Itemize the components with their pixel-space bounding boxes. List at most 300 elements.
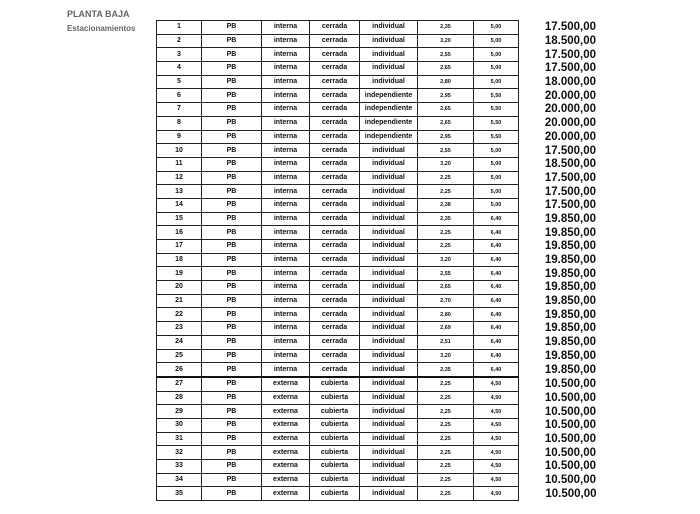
floor-cell: PB [202,487,262,501]
width-cell: 2,51 [418,335,474,349]
width-cell: 2,25 [418,391,474,405]
floor-cell: PB [202,432,262,446]
floor-cell: PB [202,322,262,336]
enclosure-cell: cubierta [310,432,360,446]
enclosure-cell: cerrada [310,48,360,62]
type-cell: individual [360,335,418,349]
section-title: PLANTA BAJA [67,9,130,19]
price-cell: 19.850,00 [544,308,596,321]
location-cell: interna [262,89,310,103]
unit-number-cell: 27 [157,377,202,391]
enclosure-cell: cerrada [310,185,360,199]
width-cell: 2,35 [418,21,474,35]
length-cell: 4,50 [474,418,519,432]
width-cell: 2,35 [418,363,474,377]
price-cell: 17.500,00 [544,144,596,157]
enclosure-cell: cerrada [310,363,360,377]
table-row [157,240,599,254]
unit-number-cell: 18 [157,253,202,267]
width-cell: 2,25 [418,377,474,391]
floor-cell: PB [202,171,262,185]
floor-cell: PB [202,198,262,212]
type-cell: independiente [360,130,418,144]
width-cell: 2,55 [418,267,474,281]
table-row [157,349,599,363]
location-cell: interna [262,48,310,62]
table-row [157,62,599,76]
unit-number-cell: 31 [157,432,202,446]
width-cell: 2,25 [418,487,474,501]
length-cell: 4,50 [474,405,519,419]
enclosure-cell: cerrada [310,349,360,363]
location-cell: interna [262,34,310,48]
table-row [157,75,599,89]
length-cell: 6,40 [474,212,519,226]
type-cell: individual [360,171,418,185]
type-cell: independiente [360,103,418,117]
width-cell: 2,65 [418,62,474,76]
floor-cell: PB [202,418,262,432]
location-cell: externa [262,391,310,405]
width-cell: 2,70 [418,294,474,308]
type-cell: individual [360,405,418,419]
width-cell: 2,25 [418,432,474,446]
type-cell: individual [360,473,418,487]
table-row [157,322,599,336]
enclosure-cell: cerrada [310,75,360,89]
table-row [157,335,599,349]
unit-number-cell: 16 [157,226,202,240]
floor-cell: PB [202,349,262,363]
type-cell: individual [360,48,418,62]
width-cell: 2,25 [418,446,474,460]
location-cell: interna [262,21,310,35]
type-cell: individual [360,432,418,446]
type-cell: individual [360,240,418,254]
length-cell: 5,50 [474,116,519,130]
floor-cell: PB [202,89,262,103]
length-cell: 6,40 [474,253,519,267]
floor-cell: PB [202,103,262,117]
enclosure-cell: cerrada [310,308,360,322]
price-cell: 10.500,00 [544,391,596,404]
table-row [157,281,599,295]
enclosure-cell: cerrada [310,171,360,185]
price-cell: 19.850,00 [544,254,596,267]
location-cell: interna [262,144,310,158]
floor-cell: PB [202,363,262,377]
price-cell: 18.500,00 [544,35,596,48]
floor-cell: PB [202,294,262,308]
length-cell: 5,00 [474,34,519,48]
width-cell: 2,25 [418,418,474,432]
length-cell: 5,00 [474,62,519,76]
table-row [157,473,599,487]
table-row [157,48,599,62]
length-cell: 4,50 [474,460,519,474]
floor-cell: PB [202,240,262,254]
type-cell: individual [360,487,418,501]
type-cell: individual [360,144,418,158]
price-cell: 19.850,00 [544,212,596,225]
unit-number-cell: 11 [157,157,202,171]
price-cell: 19.850,00 [544,363,596,376]
length-cell: 4,50 [474,446,519,460]
floor-cell: PB [202,473,262,487]
location-cell: interna [262,294,310,308]
width-cell: 3,20 [418,34,474,48]
table-row [157,294,599,308]
length-cell: 6,40 [474,281,519,295]
length-cell: 6,40 [474,240,519,254]
enclosure-cell: cubierta [310,405,360,419]
floor-cell: PB [202,377,262,391]
enclosure-cell: cubierta [310,418,360,432]
price-cell: 17.500,00 [544,21,596,34]
enclosure-cell: cerrada [310,157,360,171]
price-cell: 19.850,00 [544,240,596,253]
enclosure-cell: cerrada [310,34,360,48]
type-cell: individual [360,75,418,89]
type-cell: individual [360,391,418,405]
unit-number-cell: 34 [157,473,202,487]
enclosure-cell: cerrada [310,89,360,103]
type-cell: individual [360,460,418,474]
width-cell: 2,25 [418,473,474,487]
unit-number-cell: 29 [157,405,202,419]
enclosure-cell: cerrada [310,212,360,226]
width-cell: 2,25 [418,171,474,185]
type-cell: individual [360,281,418,295]
enclosure-cell: cerrada [310,240,360,254]
length-cell: 6,40 [474,363,519,377]
price-cell: 19.850,00 [544,336,596,349]
unit-number-cell: 35 [157,487,202,501]
price-cell: 10.500,00 [544,377,596,390]
unit-number-cell: 2 [157,34,202,48]
type-cell: individual [360,446,418,460]
price-cell: 17.500,00 [544,62,596,75]
unit-number-cell: 28 [157,391,202,405]
floor-cell: PB [202,62,262,76]
unit-number-cell: 9 [157,130,202,144]
floor-cell: PB [202,75,262,89]
length-cell: 6,40 [474,226,519,240]
type-cell: individual [360,185,418,199]
floor-cell: PB [202,157,262,171]
enclosure-cell: cerrada [310,62,360,76]
floor-cell: PB [202,335,262,349]
price-cell: 10.500,00 [545,487,597,500]
length-cell: 5,00 [474,198,519,212]
price-cell: 18.000,00 [544,76,596,89]
length-cell: 4,50 [474,487,519,501]
length-cell: 5,00 [474,157,519,171]
location-cell: interna [262,171,310,185]
location-cell: externa [262,460,310,474]
width-cell: 2,69 [418,322,474,336]
length-cell: 4,50 [474,377,519,391]
table-row [157,226,599,240]
table-row [157,198,599,212]
price-cell: 20.000,00 [544,117,596,130]
length-cell: 6,40 [474,308,519,322]
floor-cell: PB [202,446,262,460]
table-row [157,130,599,144]
width-cell: 2,80 [418,308,474,322]
length-cell: 6,40 [474,349,519,363]
width-cell: 2,25 [418,240,474,254]
unit-number-cell: 32 [157,446,202,460]
length-cell: 5,50 [474,89,519,103]
location-cell: externa [262,487,310,501]
floor-cell: PB [202,130,262,144]
enclosure-cell: cubierta [310,473,360,487]
type-cell: individual [360,308,418,322]
type-cell: individual [360,21,418,35]
location-cell: externa [262,446,310,460]
type-cell: independiente [360,89,418,103]
parking-table [156,20,599,501]
table-row [157,377,599,391]
unit-number-cell: 26 [157,363,202,377]
table-row [157,487,599,501]
width-cell: 2,25 [418,226,474,240]
unit-number-cell: 13 [157,185,202,199]
location-cell: interna [262,322,310,336]
unit-number-cell: 7 [157,103,202,117]
length-cell: 4,50 [474,391,519,405]
location-cell: interna [262,185,310,199]
width-cell: 2,65 [418,103,474,117]
location-cell: externa [262,377,310,391]
location-cell: interna [262,116,310,130]
unit-number-cell: 1 [157,21,202,35]
unit-number-cell: 33 [157,460,202,474]
table-row [157,308,599,322]
width-cell: 2,65 [418,116,474,130]
unit-number-cell: 15 [157,212,202,226]
width-cell: 2,25 [418,460,474,474]
width-cell: 2,95 [418,89,474,103]
table-row [157,418,599,432]
location-cell: interna [262,130,310,144]
location-cell: interna [262,75,310,89]
width-cell: 2,38 [418,198,474,212]
unit-number-cell: 4 [157,62,202,76]
price-cell: 20.000,00 [544,89,596,102]
unit-number-cell: 12 [157,171,202,185]
floor-cell: PB [202,405,262,419]
length-cell: 5,50 [474,130,519,144]
length-cell: 5,50 [474,103,519,117]
length-cell: 5,00 [474,171,519,185]
enclosure-cell: cerrada [310,281,360,295]
floor-cell: PB [202,185,262,199]
unit-number-cell: 14 [157,198,202,212]
section-subtitle: Estacionamientos [67,24,136,33]
price-cell: 19.850,00 [544,281,596,294]
unit-number-cell: 21 [157,294,202,308]
width-cell: 2,80 [418,75,474,89]
unit-number-cell: 3 [157,48,202,62]
location-cell: interna [262,226,310,240]
length-cell: 4,50 [474,473,519,487]
table-row [157,185,599,199]
enclosure-cell: cubierta [310,377,360,391]
type-cell: individual [360,267,418,281]
table-body [157,21,599,501]
location-cell: interna [262,62,310,76]
enclosure-cell: cerrada [310,130,360,144]
length-cell: 5,00 [474,144,519,158]
enclosure-cell: cerrada [310,335,360,349]
enclosure-cell: cerrada [310,253,360,267]
length-cell: 6,40 [474,294,519,308]
price-cell: 10.500,00 [544,432,596,445]
length-cell: 6,40 [474,335,519,349]
floor-cell: PB [202,226,262,240]
enclosure-cell: cubierta [310,487,360,501]
table-row [157,103,599,117]
length-cell: 5,00 [474,185,519,199]
table-row [157,267,599,281]
unit-number-cell: 22 [157,308,202,322]
table-row [157,171,599,185]
table-row [157,157,599,171]
length-cell: 6,40 [474,267,519,281]
price-cell: 17.500,00 [544,48,596,61]
width-cell: 2,35 [418,212,474,226]
unit-number-cell: 10 [157,144,202,158]
location-cell: interna [262,349,310,363]
price-cell: 17.500,00 [544,185,596,198]
width-cell: 3,20 [418,253,474,267]
location-cell: interna [262,363,310,377]
type-cell: individual [360,198,418,212]
width-cell: 2,65 [418,281,474,295]
unit-number-cell: 17 [157,240,202,254]
width-cell: 2,25 [418,405,474,419]
table-row [157,89,599,103]
type-cell: individual [360,349,418,363]
floor-cell: PB [202,21,262,35]
enclosure-cell: cerrada [310,103,360,117]
location-cell: externa [262,432,310,446]
unit-number-cell: 24 [157,335,202,349]
table-row [157,405,599,419]
table-row [157,432,599,446]
price-cell: 19.850,00 [544,226,596,239]
location-cell: interna [262,212,310,226]
location-cell: interna [262,308,310,322]
width-cell: 2,25 [418,185,474,199]
enclosure-cell: cerrada [310,267,360,281]
location-cell: interna [262,335,310,349]
price-cell: 20.000,00 [544,130,596,143]
floor-cell: PB [202,34,262,48]
floor-cell: PB [202,144,262,158]
unit-number-cell: 5 [157,75,202,89]
type-cell: individual [360,322,418,336]
floor-cell: PB [202,391,262,405]
type-cell: independiente [360,116,418,130]
floor-cell: PB [202,281,262,295]
location-cell: interna [262,198,310,212]
price-cell: 10.500,00 [544,446,596,459]
table-row [157,212,599,226]
price-cell: 20.000,00 [544,103,596,116]
location-cell: interna [262,240,310,254]
length-cell: 4,50 [474,432,519,446]
type-cell: individual [360,253,418,267]
table-row [157,34,599,48]
width-cell: 2,95 [418,130,474,144]
floor-cell: PB [202,212,262,226]
price-cell: 17.500,00 [544,199,596,212]
location-cell: externa [262,473,310,487]
enclosure-cell: cerrada [310,116,360,130]
unit-number-cell: 20 [157,281,202,295]
length-cell: 6,40 [474,322,519,336]
location-cell: interna [262,253,310,267]
type-cell: individual [360,226,418,240]
location-cell: externa [262,405,310,419]
type-cell: individual [360,34,418,48]
floor-cell: PB [202,308,262,322]
unit-number-cell: 8 [157,116,202,130]
floor-cell: PB [202,267,262,281]
table-row [157,144,599,158]
price-cell: 19.850,00 [544,322,596,335]
location-cell: interna [262,157,310,171]
unit-number-cell: 6 [157,89,202,103]
price-cell: 10.500,00 [544,405,596,418]
unit-number-cell: 25 [157,349,202,363]
width-cell: 2,55 [418,48,474,62]
price-cell: 19.850,00 [544,349,596,362]
width-cell: 3,20 [418,157,474,171]
unit-number-cell: 30 [157,418,202,432]
location-cell: interna [262,267,310,281]
table-row [157,446,599,460]
table-row [157,391,599,405]
table-row [157,116,599,130]
enclosure-cell: cerrada [310,144,360,158]
width-cell: 3,20 [418,349,474,363]
price-cell: 18.500,00 [544,158,596,171]
type-cell: individual [360,212,418,226]
price-cell: 17.500,00 [544,171,596,184]
location-cell: externa [262,418,310,432]
price-cell: 10.500,00 [544,419,596,432]
type-cell: individual [360,377,418,391]
table-row [157,363,599,377]
floor-cell: PB [202,48,262,62]
length-cell: 5,00 [474,48,519,62]
type-cell: individual [360,157,418,171]
enclosure-cell: cubierta [310,460,360,474]
length-cell: 5,00 [474,75,519,89]
unit-number-cell: 19 [157,267,202,281]
type-cell: individual [360,363,418,377]
floor-cell: PB [202,253,262,267]
enclosure-cell: cerrada [310,294,360,308]
location-cell: interna [262,103,310,117]
price-cell: 19.850,00 [544,295,596,308]
type-cell: individual [360,294,418,308]
unit-number-cell: 23 [157,322,202,336]
